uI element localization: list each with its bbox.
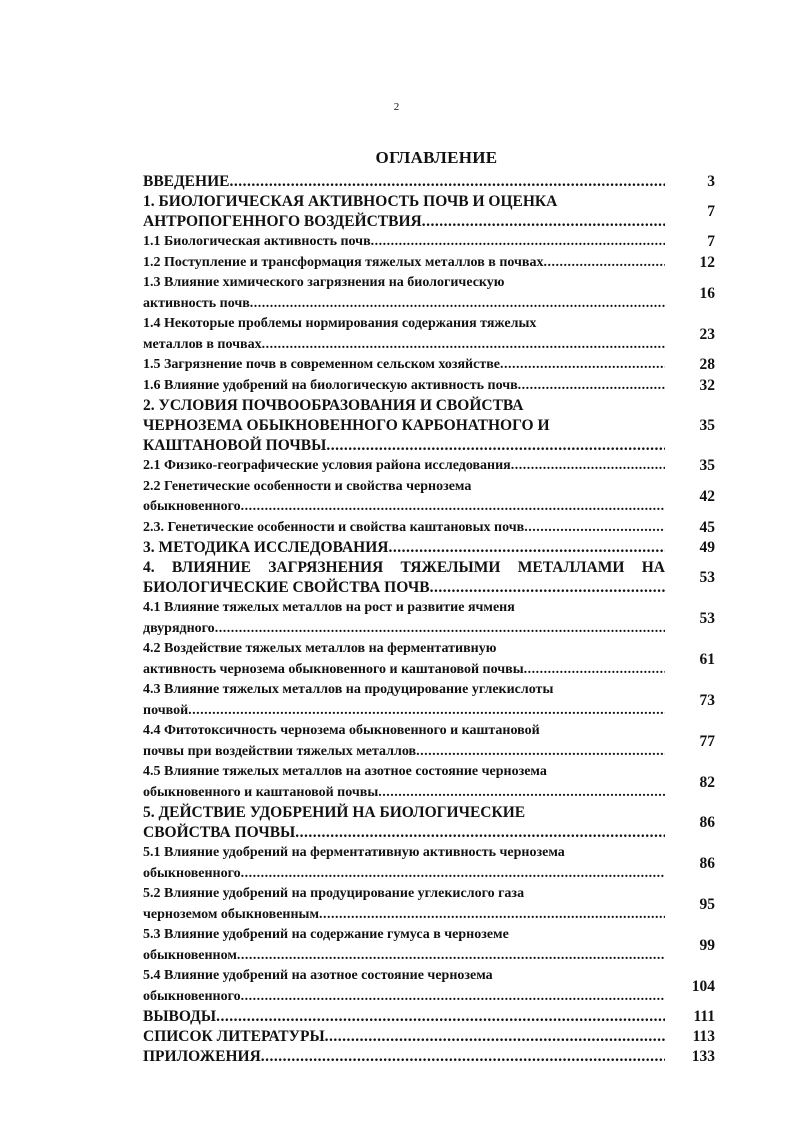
toc-entry-line: почвы при воздействии тяжелых металлов .....: [143, 742, 665, 763]
toc-entry-line: 1.2 Поступление и трансформация тяжелых металлов в почвах .....: [143, 253, 665, 274]
toc-entry-line: 5.3 Влияние удобрений на содержание гумуса в черноземе: [143, 927, 509, 942]
toc-page-number: 133: [691, 1048, 715, 1065]
toc-entry: [143, 558, 715, 598]
toc-entry-text: [143, 884, 665, 925]
toc-entry-line: металлов в почвах .....: [143, 335, 665, 356]
toc-page-number: 49: [699, 539, 715, 556]
toc-entry-line: 1.5 Загрязнение почв в современном сельском хозяйстве .....: [143, 355, 665, 376]
toc-entry-line: 1.4 Некоторые проблемы нормирования содержания тяжелых: [143, 316, 537, 331]
toc-entry-line: 4.1 Влияние тяжелых металлов на рост и развитие ячменя: [143, 600, 515, 615]
toc-entry-line: 4.5 Влияние тяжелых металлов на азотное состояние чернозема: [143, 764, 547, 779]
toc-entry: [143, 680, 715, 721]
toc-entry: [143, 376, 715, 397]
toc-entry-text: [143, 803, 665, 843]
toc-entry-line: ВЫВОДЫ .....: [143, 1007, 665, 1027]
toc-entry-line: 4.2 Воздействие тяжелых металлов на ферментативную: [143, 641, 497, 656]
toc-page-number: 111: [693, 1008, 715, 1025]
table-of-contents: [143, 172, 715, 1067]
toc-entry-line: 4. ВЛИЯНИЕ ЗАГРЯЗНЕНИЯ ТЯЖЕЛЫМИ МЕТАЛЛАМИ НА: [143, 559, 665, 576]
toc-page-number: 53: [699, 609, 715, 627]
toc-entry-line: обыкновенного .....: [143, 497, 665, 518]
toc-entry: [143, 192, 715, 232]
toc-page-number: 42: [699, 488, 715, 505]
toc-page-number: 77: [699, 732, 715, 750]
toc-entry: [143, 253, 715, 274]
toc-entry: [143, 355, 715, 376]
toc-entry: [143, 273, 715, 314]
toc-page-number: 23: [699, 325, 715, 343]
toc-page-number: 3: [707, 173, 715, 190]
toc-entry-line: АНТРОПОГЕННОГО ВОЗДЕЙСТВИЯ .....: [143, 212, 665, 232]
toc-entry-text: [143, 314, 665, 355]
toc-entry: [143, 538, 715, 558]
toc-entry-text: [143, 721, 665, 762]
toc-page-number: 32: [699, 376, 715, 394]
toc-page-number: 95: [699, 895, 715, 913]
page-number: 2: [393, 101, 400, 113]
toc-entry: [143, 232, 715, 253]
toc-page-number: 61: [699, 650, 715, 668]
toc-title: ОГЛАВЛЕНИЕ: [375, 148, 498, 167]
toc-entry-text: [143, 538, 665, 558]
toc-entry-line: 4.4 Фитотоксичность чернозема обыкновенного и каштановой: [143, 723, 540, 738]
toc-page-number: 7: [707, 233, 715, 251]
toc-entry-text: [143, 1027, 665, 1047]
toc-entry-text: [143, 1007, 665, 1027]
toc-entry-line: КАШТАНОВОЙ ПОЧВЫ .....: [143, 436, 665, 456]
toc-entry: [143, 721, 715, 762]
toc-entry: [143, 396, 715, 456]
toc-entry-text: [143, 456, 665, 477]
toc-entry: [143, 518, 715, 539]
toc-entry-text: [143, 396, 665, 456]
toc-entry-text: [143, 192, 665, 232]
toc-entry: [143, 172, 715, 192]
toc-entry-line: обыкновенном .....: [143, 946, 665, 967]
toc-entry-text: [143, 355, 665, 376]
toc-entry: [143, 639, 715, 680]
toc-entry-line: 2.3. Генетические особенности и свойства каштановых почв .....: [143, 518, 665, 539]
toc-page-number: 35: [699, 417, 715, 434]
toc-page-number: 104: [691, 977, 715, 995]
toc-entry-text: [143, 680, 665, 721]
toc-page-number: 45: [699, 518, 715, 536]
toc-entry-line: почвой .....: [143, 701, 665, 722]
toc-entry-line: ЧЕРНОЗЕМА ОБЫКНОВЕННОГО КАРБОНАТНОГО И: [143, 417, 550, 434]
toc-entry-line: 5.2 Влияние удобрений на продуцирование углекислого газа: [143, 886, 525, 901]
toc-entry-text: [143, 598, 665, 639]
toc-page-number: 99: [699, 936, 715, 954]
toc-entry-line: активность почв .....: [143, 294, 665, 315]
toc-entry-line: обыкновенного .....: [143, 987, 665, 1008]
toc-page-number: 35: [699, 457, 715, 475]
toc-entry-line: БИОЛОГИЧЕСКИЕ СВОЙСТВА ПОЧВ .....: [143, 578, 665, 598]
toc-entry-line: 5.1 Влияние удобрений на ферментативную активность чернозема: [143, 845, 565, 860]
toc-entry-line: 2. УСЛОВИЯ ПОЧВООБРАЗОВАНИЯ И СВОЙСТВА: [143, 397, 524, 414]
toc-entry-text: [143, 558, 665, 598]
toc-page-number: 73: [699, 691, 715, 709]
toc-entry-text: [143, 639, 665, 680]
toc-entry: [143, 925, 715, 966]
toc-entry: [143, 1027, 715, 1047]
toc-page-number: 7: [707, 203, 715, 220]
toc-page-number: 86: [699, 854, 715, 872]
toc-entry-line: 1.1 Биологическая активность почв .....: [143, 232, 665, 253]
toc-entry-line: 1. БИОЛОГИЧЕСКАЯ АКТИВНОСТЬ ПОЧВ И ОЦЕНКА: [143, 193, 558, 210]
toc-entry: [143, 477, 715, 518]
toc-entry-line: 1.3 Влияние химического загрязнения на биологическую: [143, 275, 505, 290]
toc-entry-line: обыкновенного .....: [143, 864, 665, 885]
toc-entry-text: [143, 232, 665, 253]
toc-entry-line: СВОЙСТВА ПОЧВЫ .....: [143, 823, 665, 843]
toc-page-number: 53: [699, 569, 715, 586]
toc-entry: [143, 314, 715, 355]
toc-entry-line: 1.6 Влияние удобрений на биологическую активность почв .....: [143, 376, 665, 397]
toc-page-number: 86: [699, 814, 715, 831]
toc-entry-text: [143, 477, 665, 518]
toc-entry-line: черноземом обыкновенным .....: [143, 905, 665, 926]
toc-entry-line: 5. ДЕЙСТВИЕ УДОБРЕНИЙ НА БИОЛОГИЧЕСКИЕ: [143, 804, 526, 821]
toc-entry-line: ПРИЛОЖЕНИЯ .....: [143, 1047, 665, 1067]
toc-entry: [143, 884, 715, 925]
toc-entry-line: обыкновенного и каштановой почвы .....: [143, 783, 665, 804]
toc-entry: [143, 843, 715, 884]
toc-entry-line: активность чернозема обыкновенного и каштановой почвы .....: [143, 660, 665, 681]
toc-page-number: 12: [699, 253, 715, 271]
toc-entry-line: СПИСОК ЛИТЕРАТУРЫ .....: [143, 1027, 665, 1047]
toc-page-number: 16: [699, 284, 715, 302]
toc-entry-text: [143, 843, 665, 884]
toc-entry-text: [143, 966, 665, 1007]
toc-entry: [143, 1047, 715, 1067]
toc-entry: [143, 456, 715, 477]
toc-entry-line: 2.1 Физико-географические условия района исследования .....: [143, 456, 665, 477]
toc-entry-text: [143, 762, 665, 803]
toc-entry-text: [143, 518, 665, 539]
toc-entry: [143, 803, 715, 843]
toc-entry-line: ВВЕДЕНИЕ .....: [143, 172, 665, 192]
toc-entry: [143, 598, 715, 639]
toc-page-number: 82: [699, 773, 715, 791]
toc-entry-text: [143, 376, 665, 397]
toc-entry-text: [143, 253, 665, 274]
toc-entry: [143, 762, 715, 803]
toc-entry-line: 5.4 Влияние удобрений на азотное состояние чернозема: [143, 968, 493, 983]
toc-page-number: 113: [692, 1028, 715, 1045]
toc-entry-line: двурядного .....: [143, 619, 665, 640]
toc-page-number: 28: [699, 356, 715, 374]
toc-entry-line: 4.3 Влияние тяжелых металлов на продуцирование углекислоты: [143, 682, 554, 697]
toc-entry-text: [143, 925, 665, 966]
toc-entry: [143, 1007, 715, 1027]
toc-entry-text: [143, 1047, 665, 1067]
toc-entry-text: [143, 273, 665, 314]
toc-entry-text: [143, 172, 665, 192]
toc-entry: [143, 966, 715, 1007]
toc-entry-line: 3. МЕТОДИКА ИССЛЕДОВАНИЯ .....: [143, 538, 665, 558]
toc-entry-line: 2.2 Генетические особенности и свойства чернозема: [143, 478, 472, 494]
